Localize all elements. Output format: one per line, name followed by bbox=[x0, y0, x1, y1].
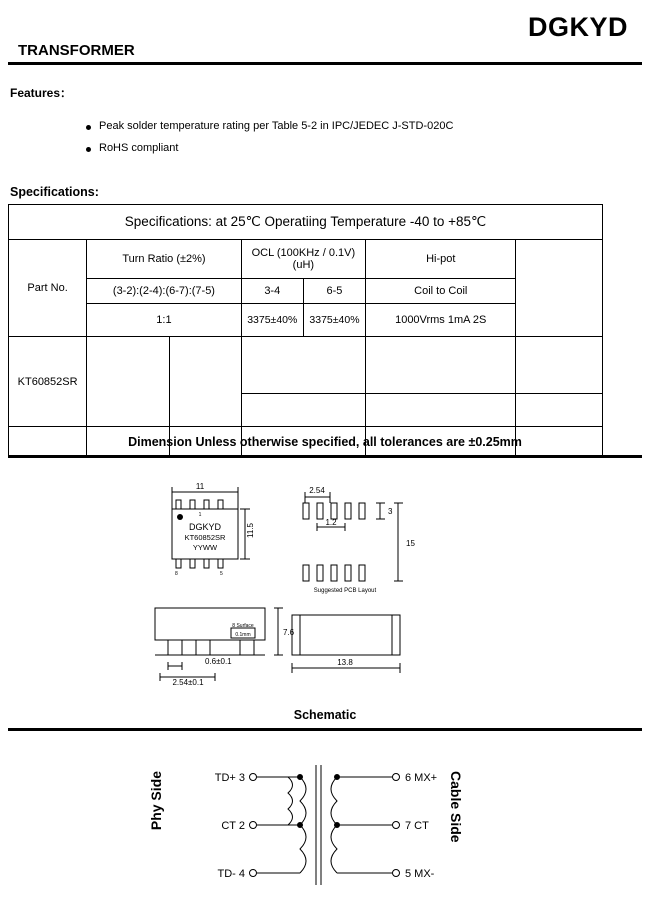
pcb-layout-caption: Suggested PCB Layout bbox=[313, 588, 377, 594]
mechanical-drawings bbox=[0, 470, 650, 700]
cell-blank bbox=[366, 394, 516, 427]
cell-blank bbox=[516, 394, 603, 427]
spec-banner: Specifications: at 25℃ Operatiing Temperature -40 to +85℃ bbox=[9, 205, 603, 240]
table-row bbox=[9, 304, 603, 337]
specifications-heading: Specifications: bbox=[10, 185, 99, 199]
sub-header-coil: Coil to Coil bbox=[366, 279, 516, 304]
dim-lead-pitch: 2.54±0.1 bbox=[172, 678, 204, 687]
document-title: TRANSFORMER bbox=[18, 42, 135, 59]
dim-lead-width: 0.6±0.1 bbox=[205, 657, 232, 666]
dim-pad-width: 1.2 bbox=[325, 518, 337, 527]
value-part-no: KT60852SR bbox=[9, 337, 87, 427]
features-list bbox=[86, 120, 453, 164]
list-item bbox=[86, 142, 453, 155]
company-logo: DGKYD bbox=[527, 12, 628, 42]
table-row bbox=[9, 279, 603, 304]
schematic-drawing bbox=[0, 735, 650, 909]
col-header-part-no: Part No. bbox=[9, 240, 87, 337]
pin-mx-minus-5: 5 MX- bbox=[405, 868, 435, 880]
col-header-hipot: Hi-pot bbox=[366, 240, 516, 279]
bullet-icon bbox=[86, 147, 91, 152]
dim-pcb-pitch: 2.54 bbox=[309, 486, 325, 495]
table-row bbox=[9, 337, 603, 394]
dimension-heading: Dimension Unless otherwise specified, all tolerances are ±0.25mm bbox=[128, 435, 522, 449]
cell-blank bbox=[87, 337, 170, 427]
col-header-ocl: OCL (100KHz / 0.1V) (uH) bbox=[241, 240, 365, 279]
surface-value: 0.1mm bbox=[235, 632, 251, 638]
dim-side-length: 13.8 bbox=[337, 658, 353, 667]
pin-ct-7: 7 CT bbox=[405, 820, 429, 832]
pin-mx-plus-6: 6 MX+ bbox=[405, 772, 438, 784]
dim-side-height: 7.6 bbox=[283, 628, 295, 637]
sub-header-ocl-b: 6-5 bbox=[303, 279, 365, 304]
schematic-svg bbox=[0, 735, 650, 909]
col-header-blank bbox=[516, 240, 603, 337]
pin-td-minus-4: TD- 4 bbox=[217, 868, 245, 880]
table-row bbox=[9, 205, 603, 240]
schematic-heading: Schematic bbox=[293, 708, 357, 722]
cable-side-label: Cable Side bbox=[448, 771, 464, 843]
cell-blank bbox=[366, 337, 516, 394]
package-datecode: YYWW bbox=[192, 543, 218, 552]
cell-blank bbox=[241, 394, 365, 427]
cell-blank bbox=[241, 337, 365, 394]
pin-label-8: 8 bbox=[175, 571, 178, 577]
pin-ct-2: CT 2 bbox=[221, 820, 245, 832]
pin-label-5: 5 bbox=[220, 571, 223, 577]
dim-pad-height: 3 bbox=[388, 507, 393, 516]
pin-td-plus-3: TD+ 3 bbox=[214, 772, 245, 784]
sub-header-pins: (3-2):(2-4):(6-7):(7-5) bbox=[87, 279, 241, 304]
cell-blank bbox=[516, 337, 603, 394]
package-part: KT60852SR bbox=[184, 533, 226, 542]
dim-top-width: 11 bbox=[195, 482, 205, 491]
value-ocl-b: 3375±40% bbox=[303, 304, 365, 337]
surface-note: 8 Surface bbox=[232, 623, 254, 629]
drawings-svg bbox=[0, 470, 650, 700]
col-header-turn-ratio: Turn Ratio (±2%) bbox=[87, 240, 241, 279]
feature-text: Peak solder temperature rating per Table 5-2 in IPC/JEDEC J-STD-020C bbox=[99, 120, 454, 132]
dim-pcb-span: 15 bbox=[406, 539, 415, 548]
value-ratio: 1:1 bbox=[87, 304, 241, 337]
header-divider bbox=[8, 62, 642, 65]
features-heading: Features： bbox=[10, 86, 73, 100]
pin-label-1: 1 bbox=[198, 512, 202, 518]
table-row bbox=[9, 240, 603, 279]
package-brand: DGKYD bbox=[188, 522, 222, 532]
schematic-divider bbox=[8, 728, 642, 731]
phy-side-label: Phy Side bbox=[148, 771, 164, 831]
sub-header-ocl-a: 3-4 bbox=[241, 279, 303, 304]
bullet-icon bbox=[86, 125, 91, 130]
cell-blank bbox=[170, 337, 241, 427]
value-hipot: 1000Vrms 1mA 2S bbox=[366, 304, 516, 337]
feature-text: RoHS compliant bbox=[99, 142, 179, 154]
dim-top-height: 11.5 bbox=[246, 523, 255, 538]
specifications-table bbox=[8, 204, 603, 456]
list-item bbox=[86, 120, 453, 133]
value-ocl-a: 3375±40% bbox=[241, 304, 303, 337]
dimension-divider bbox=[8, 455, 642, 458]
